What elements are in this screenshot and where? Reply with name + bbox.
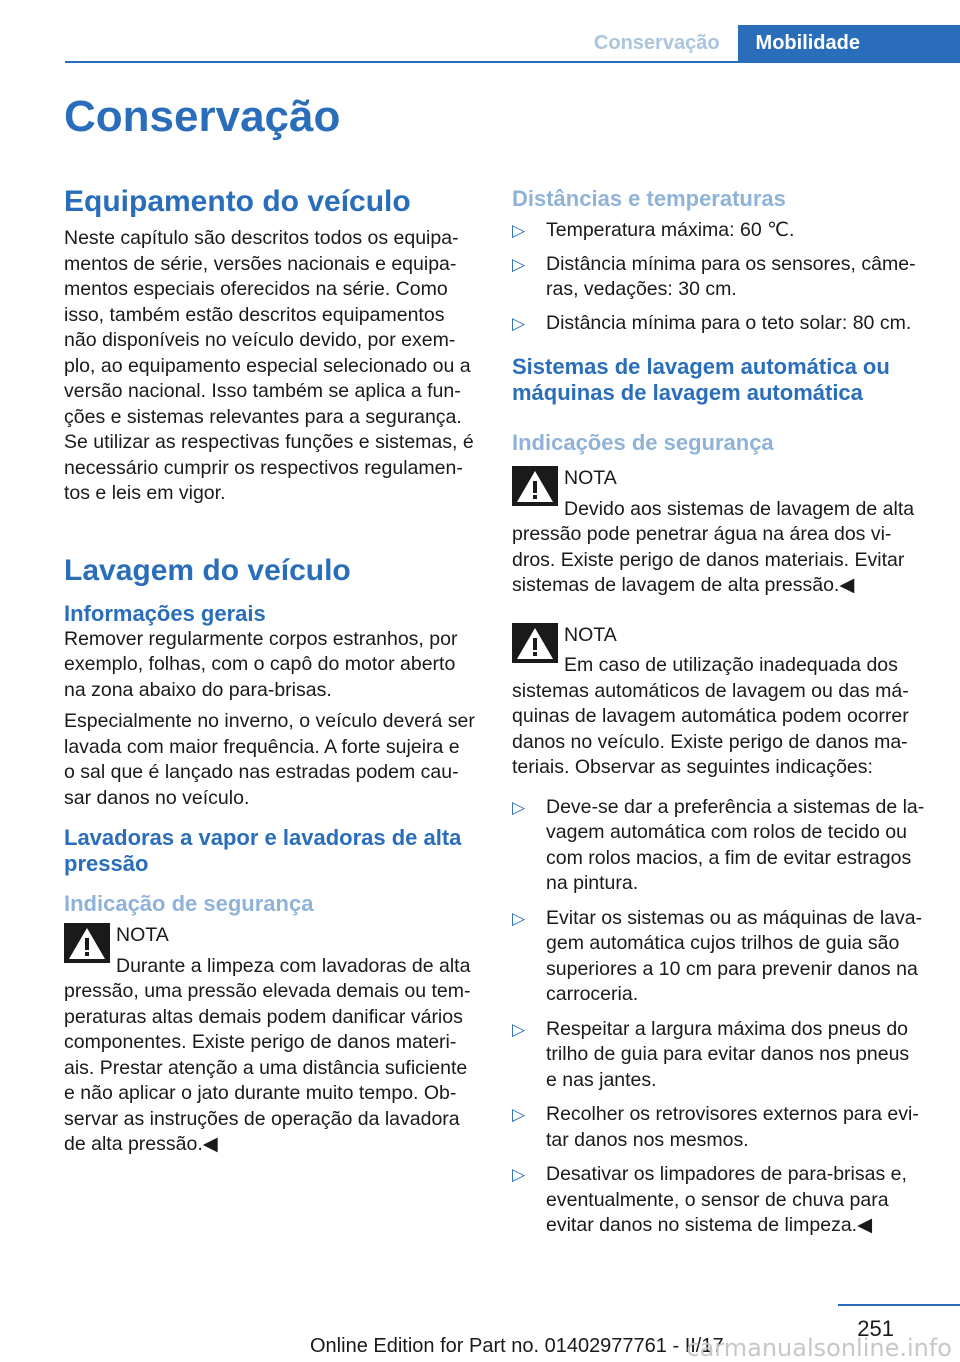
text-line: componentes. Existe perigo de danos materi‐ <box>64 1031 457 1053</box>
list-item-line: evitar danos no sistema de limpeza.◀ <box>546 1214 873 1236</box>
text-line: Especialmente no inverno, o veículo deverá ser <box>64 710 475 732</box>
triangle-bullet-icon: ▷ <box>512 797 526 817</box>
note-first-line: Devido aos sistemas de lavagem de alta <box>564 497 915 520</box>
general-info-heading: Informações gerais <box>64 600 266 626</box>
warning-note-2 <box>512 623 932 781</box>
triangle-bullet-icon: ▷ <box>512 908 526 928</box>
list-item-line: Deve-se dar a preferência a sistemas de la‐ <box>546 795 925 818</box>
warning-icon <box>512 466 558 506</box>
text-line: servar as instruções de operação da lavadora <box>64 1107 460 1130</box>
list-item-line: Recolher os retrovisores externos para evi‐ <box>546 1103 919 1125</box>
list-item-line: Distância mínima para o teto solar: 80 cm. <box>546 311 912 334</box>
page-number: 251 <box>857 1316 894 1341</box>
list-item <box>512 218 932 244</box>
text-line: lavada com maior frequência. A forte sujeira e <box>64 735 460 758</box>
text-line: teriais. Observar as seguintes indicações: <box>512 756 873 778</box>
list-item-line: Distância mínima para os sensores, câme‐ <box>546 252 916 275</box>
text-line: versão nacional. Isso também se aplica a fun‐ <box>64 380 461 402</box>
text-line: tos e leis em vigor. <box>64 482 226 504</box>
list-item-line: e nas jantes. <box>546 1068 657 1091</box>
equipment-heading: Equipamento do veículo <box>64 185 411 218</box>
note-label: NOTA <box>116 924 169 946</box>
list-item <box>512 1102 932 1153</box>
washing-instructions-list <box>512 795 932 1239</box>
list-item-line: na pintura. <box>546 872 639 894</box>
text-line: na zona abaixo do para-brisas. <box>64 678 332 701</box>
text-line: sistemas automáticos de lavagem ou das má‐ <box>512 679 909 702</box>
text-line: mentos especiais oferecidos na série. Como <box>64 278 448 300</box>
automatic-wash-heading-line1: Sistemas de lavagem automática ou <box>512 354 890 379</box>
warning-icon <box>64 923 110 963</box>
left-column <box>64 180 482 1158</box>
watermark: carmanualsonline.info <box>686 1334 952 1362</box>
right-column <box>512 180 932 1239</box>
edition-line: Online Edition for Part no. 01402977761 - II/17 <box>310 1335 724 1357</box>
note-body <box>512 679 932 781</box>
note-body <box>64 979 482 1158</box>
text-line: isso, também estão descritos equipamentos <box>64 303 445 326</box>
general-paragraph-1 <box>64 627 482 704</box>
list-item-line: carroceria. <box>546 983 639 1005</box>
header-tabs <box>576 25 960 61</box>
note-first-line: Durante a limpeza com lavadoras de alta <box>116 954 471 977</box>
text-line: Neste capítulo são descritos todos os equipa‐ <box>64 227 459 249</box>
text-line: não disponíveis no veículo devido, por exem‐ <box>64 329 456 351</box>
footer-rule <box>838 1304 960 1306</box>
steam-washer-heading <box>64 825 482 877</box>
text-line: danos no veículo. Existe perigo de danos ma‐ <box>512 730 908 753</box>
list-item <box>512 795 932 897</box>
steam-washer-heading-line2: pressão <box>64 851 149 876</box>
warning-note <box>64 923 482 1158</box>
triangle-bullet-icon: ▷ <box>512 1105 526 1124</box>
text-line: sar danos no veículo. <box>64 786 250 809</box>
text-line: e não aplicar o jato durante muito tempo. Ob‐ <box>64 1082 457 1104</box>
text-line: exemplo, folhas, com o capô do motor aberto <box>64 653 456 675</box>
triangle-bullet-icon: ▷ <box>512 1165 526 1184</box>
triangle-bullet-icon: ▷ <box>512 221 526 240</box>
list-item-line: ras, vedações: 30 cm. <box>546 278 737 300</box>
list-item-line: Respeitar a largura máxima dos pneus do <box>546 1017 909 1040</box>
list-item <box>512 906 932 1008</box>
chapter-title: Conservação <box>64 92 341 141</box>
note-body <box>512 522 932 599</box>
text-line: pressão, uma pressão elevada demais ou tem‐ <box>64 980 471 1002</box>
text-line: dros. Existe perigo de danos materiais. Evitar <box>512 548 905 571</box>
list-item-line: Evitar os sistemas ou as máquinas de lava‐ <box>546 906 923 929</box>
list-item-line: Temperatura máxima: 60 ℃. <box>546 219 795 241</box>
text-line: mentos de série, versões nacionais e equipa‐ <box>64 252 457 275</box>
equipment-paragraph <box>64 226 482 507</box>
text-line: quinas de lavagem automática podem ocorrer <box>512 705 909 727</box>
list-item <box>512 1017 932 1094</box>
tab-conservacao[interactable]: Conservação <box>576 25 738 61</box>
text-line: ais. Prestar atenção a uma distância suficiente <box>64 1056 468 1079</box>
list-item-line: superiores a 10 cm para prevenir danos na <box>546 957 918 980</box>
text-line: plo, ao equipamento especial selecionado ou a <box>64 354 471 377</box>
warning-note-1 <box>512 466 932 599</box>
general-paragraph-2 <box>64 709 482 811</box>
list-item-line: Desativar os limpadores de para-brisas e, <box>546 1163 907 1185</box>
list-item-line: com rolos macios, a fim de evitar estragos <box>546 846 912 869</box>
list-item-line: vagem automática com rolos de tecido ou <box>546 821 907 843</box>
text-line: pressão pode penetrar água na área dos vi‐ <box>512 523 892 545</box>
note-first-line: Em caso de utilização inadequada dos <box>564 654 898 676</box>
text-line: o sal que é lançado nas estradas podem cau‐ <box>64 761 459 783</box>
triangle-bullet-icon: ▷ <box>512 313 526 333</box>
note-label: NOTA <box>564 467 617 489</box>
automatic-wash-heading-line2: máquinas de lavagem automática <box>512 380 863 405</box>
safety-note-heading: Indicação de segurança <box>64 891 314 916</box>
text-line: necessário cumprir os respectivos regulamen‐ <box>64 456 463 479</box>
distances-heading: Distâncias e temperaturas <box>512 186 786 211</box>
tab-mobilidade[interactable]: Mobilidade <box>738 25 960 61</box>
washing-heading: Lavagem do veículo <box>64 553 351 587</box>
list-item-line: tar danos nos mesmos. <box>546 1128 749 1151</box>
safety-notes-heading: Indicações de segurança <box>512 430 774 455</box>
list-item-line: trilho de guia para evitar danos nos pneus <box>546 1043 910 1065</box>
list-item <box>512 311 932 337</box>
triangle-bullet-icon: ▷ <box>512 254 526 274</box>
list-item-line: gem automática cujos trilhos de guia são <box>546 932 900 954</box>
triangle-bullet-icon: ▷ <box>512 1019 526 1039</box>
text-line: peraturas altas demais podem danificar vários <box>64 1005 463 1028</box>
distances-list <box>512 218 932 336</box>
list-item <box>512 252 932 303</box>
steam-washer-heading-line1: Lavadoras a vapor e lavadoras de alta <box>64 825 462 850</box>
header-rule <box>65 61 960 63</box>
text-line: sistemas de lavagem de alta pressão.◀ <box>512 574 855 596</box>
warning-icon <box>512 623 558 663</box>
note-label: NOTA <box>564 623 617 646</box>
text-line: Se utilizar as respectivas funções e sistemas, é <box>64 431 474 453</box>
list-item-line: eventualmente, o sensor de chuva para <box>546 1188 889 1211</box>
list-item <box>512 1162 932 1239</box>
automatic-wash-heading <box>512 354 932 406</box>
text-line: ções e sistemas relevantes para a segurança. <box>64 405 462 428</box>
text-line: Remover regularmente corpos estranhos, por <box>64 627 458 650</box>
text-line: de alta pressão.◀ <box>64 1133 218 1155</box>
